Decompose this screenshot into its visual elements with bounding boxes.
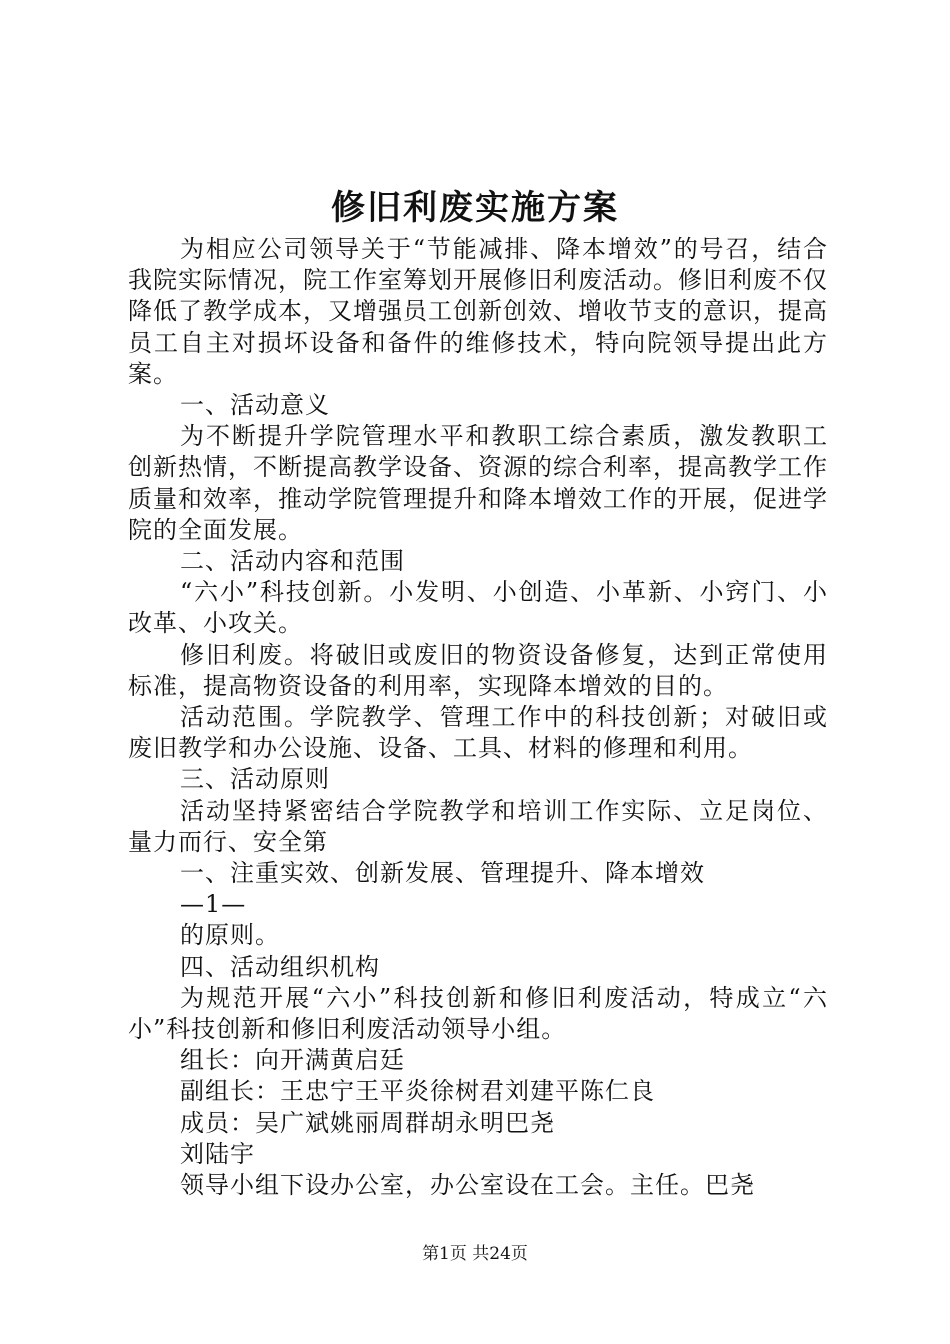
paragraph-scope: 活动范围。学院教学、管理工作中的科技创新；对破旧或废旧教学和办公设施、设备、工具、材料的修理和利用。 xyxy=(128,703,828,763)
paragraph-repair-reuse: 修旧利废。将破旧或废旧的物资设备修复，达到正常使用标准，提高物资设备的利用率，实现降本增效的目的。 xyxy=(128,640,828,700)
paragraph-members-cont: 刘陆宇 xyxy=(180,1139,255,1168)
document-body xyxy=(128,234,828,1201)
paragraph-principles: 活动坚持紧密结合学院教学和培训工作实际、立足岗位、量力而行、安全第 xyxy=(128,796,828,856)
paragraph-deputy-leaders: 副组长：王忠宁王平炎徐树君刘建平陈仁良 xyxy=(180,1077,655,1106)
paragraph-significance: 为不断提升学院管理水平和教职工综合素质，激发教职工创新热情，不断提高教学设备、资源的综合利率，提高教学工作质量和效率，推动学院管理提升和降本增效工作的开展，促进学院的全面发展。 xyxy=(128,422,828,544)
document-title: 修旧利废实施方案 xyxy=(331,188,619,228)
paragraph-organization: 为规范开展“六小”科技创新和修旧利废活动，特成立“六小”科技创新和修旧利废活动领导小组。 xyxy=(128,983,828,1044)
paragraph-leader: 组长：向开满黄启廷 xyxy=(180,1046,405,1075)
heading-activity-significance: 一、活动意义 xyxy=(180,391,330,420)
paragraph-principles-cont: 一、注重实效、创新发展、管理提升、降本增效 xyxy=(180,859,705,888)
paragraph-office: 领导小组下设办公室，办公室设在工会。主任。巴尧 xyxy=(180,1171,755,1200)
paragraph-principles-end: 的原则。 xyxy=(180,921,280,950)
paragraph-six-small: “六小”科技创新。小发明、小创造、小革新、小窍门、小改革、小攻关。 xyxy=(128,578,828,638)
page-footer: 第1页 共24页 xyxy=(422,1244,528,1264)
heading-content-scope: 二、活动内容和范围 xyxy=(180,547,405,576)
paragraph-intro: 为相应公司领导关于“节能减排、降本增效”的号召，结合我院实际情况，院工作室筹划开展修旧利废活动。修旧利废不仅降低了教学成本，又增强员工创新创效、增收节支的意识，提高员工自主对损坏设备和备件的维修技术，特向院领导提出此方案。 xyxy=(128,235,828,388)
paragraph-members: 成员：吴广斌姚丽周群胡永明巴尧 xyxy=(180,1108,555,1137)
heading-principles: 三、活动原则 xyxy=(180,765,330,794)
heading-organization: 四、活动组织机构 xyxy=(180,952,380,981)
inline-page-number: —1— xyxy=(180,890,247,919)
